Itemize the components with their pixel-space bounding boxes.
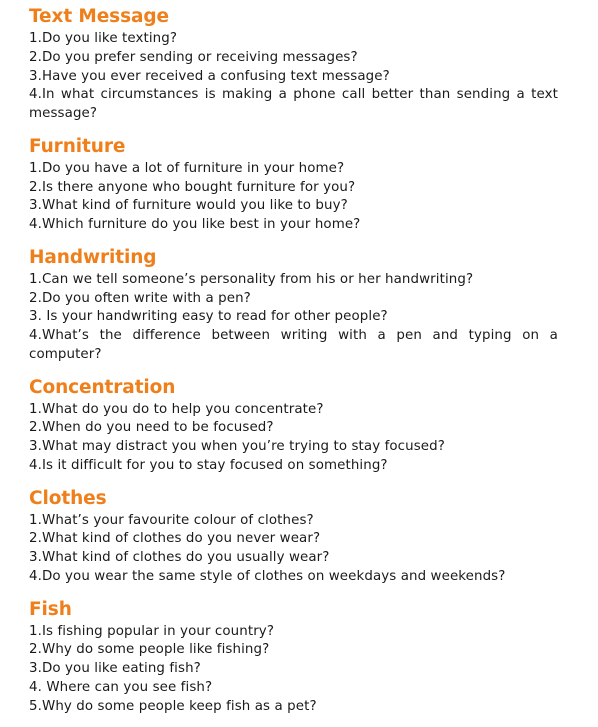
- question-item: 2.Why do some people like fishing?: [29, 642, 270, 658]
- question-item: 4.Which furniture do you like best in your home?: [29, 217, 361, 232]
- question-item: 4.In what circumstances is making a phone call better than sending a text message?: [29, 87, 558, 121]
- question-item: 2.Do you often write with a pen?: [29, 290, 251, 306]
- question-item: 4. Where can you see fish?: [29, 679, 213, 695]
- question-item: 3.What kind of clothes do you usually wear?: [29, 550, 330, 565]
- section-clothes: [29, 486, 558, 587]
- question-document: [29, 4, 558, 726]
- section-title: Text Message: [29, 6, 169, 27]
- question-item: 2.Do you prefer sending or receiving messages?: [29, 49, 358, 65]
- question-item: 3. Is your handwriting easy to read for other people?: [29, 309, 388, 325]
- section-title: Fish: [29, 598, 72, 620]
- section-title: Clothes: [29, 487, 107, 509]
- question-item: 4.Do you wear the same style of clothes on weekdays and weekends?: [29, 568, 506, 584]
- section-concentration: [29, 375, 558, 476]
- question-item: 4.What’s the difference between writing with a pen and typing on a computer?: [29, 328, 558, 362]
- question-item: 3.Do you like eating fish?: [29, 661, 201, 676]
- question-item: 3.What kind of furniture would you like to buy?: [29, 198, 348, 214]
- question-item: 1.What’s your favourite colour of clothes?: [29, 512, 314, 528]
- question-item: 1.Do you like texting?: [29, 31, 178, 46]
- question-item: 2.Is there anyone who bought furniture for you?: [29, 179, 356, 195]
- question-item: 2.What kind of clothes do you never wear?: [29, 531, 321, 547]
- question-item: 1.Do you have a lot of furniture in your home?: [29, 160, 345, 176]
- question-item: 1.Can we tell someone’s personality from his or her handwriting?: [29, 271, 474, 287]
- question-item: 3.Have you ever received a confusing text message?: [29, 68, 390, 84]
- question-item: 4.Is it difficult for you to stay focused on something?: [29, 457, 388, 473]
- section-furniture: [29, 134, 558, 235]
- section-handwriting: [29, 245, 558, 365]
- question-item: 2.When do you need to be focused?: [29, 420, 274, 436]
- section-fish: [29, 597, 558, 717]
- section-title: Handwriting: [29, 246, 157, 268]
- section-text-message: [29, 4, 558, 124]
- section-title: Concentration: [29, 376, 176, 398]
- section-title: Furniture: [29, 135, 126, 157]
- question-item: 3.What may distract you when you’re trying to stay focused?: [29, 439, 445, 454]
- question-item: 5.Why do some people keep fish as a pet?: [29, 698, 317, 714]
- question-item: 1.What do you do to help you concentrate?: [29, 401, 324, 417]
- question-item: 1.Is fishing popular in your country?: [29, 623, 275, 639]
